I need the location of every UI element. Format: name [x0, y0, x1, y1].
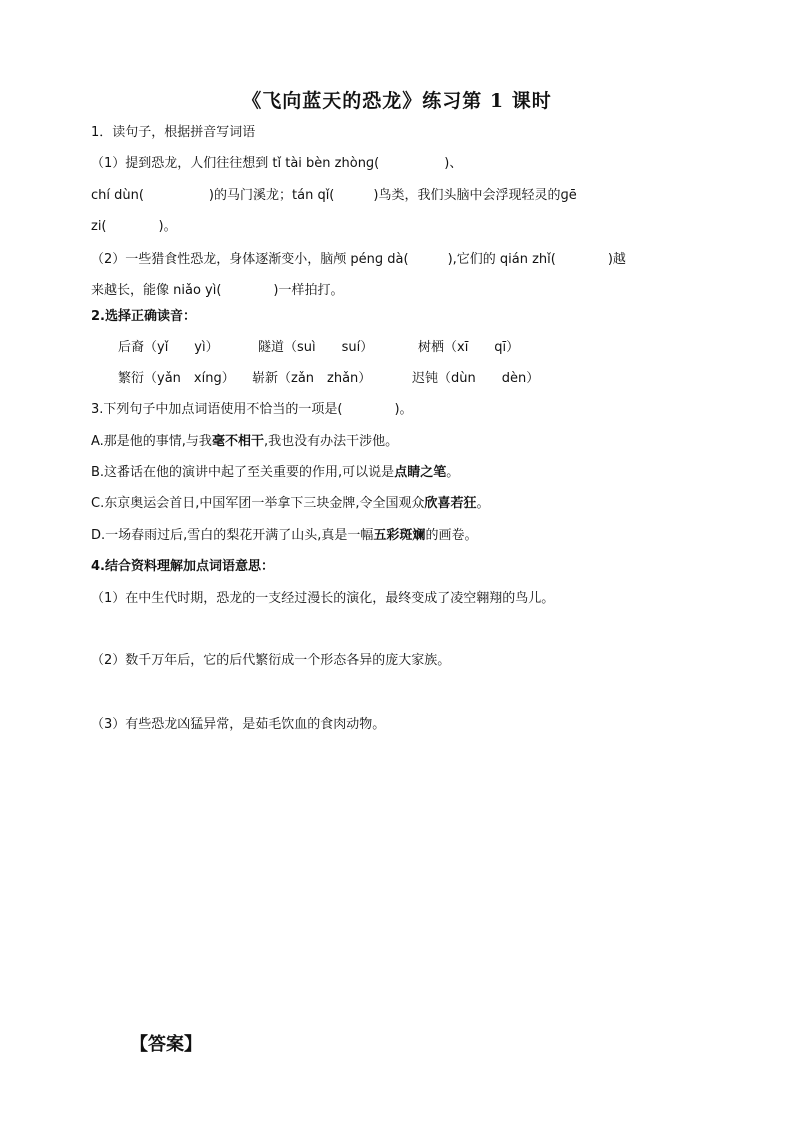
emphasized-word: 欣喜若狂 — [424, 496, 477, 511]
q1-p1-line2: chí dùn( )的马门溪龙；tán qǐ( )鸟类，我们头脑中会浮现轻灵的ɡē — [91, 188, 577, 203]
q2-heading: 2.选择正确读音： — [91, 309, 196, 324]
q3-option-a: A.那是他的事情,与我毫不相干,我也没有办法干涉他。 — [91, 434, 399, 449]
q2-row2-item1: 繁衍（yǎn xíng） — [118, 371, 235, 386]
q4-item-3: （3）有些恐龙凶猛异常，是茹毛饮血的食肉动物。 — [91, 717, 386, 732]
q2-row1-item3: 树栖（xī qī） — [418, 340, 520, 355]
q1-p2-line1: （2）一些猎食性恐龙，身体逐渐变小，脑颅 pénɡ dà( ),它们的 qián zhǐ( )越 — [91, 252, 626, 267]
q2-row1-item1: 后裔（yǐ yì） — [118, 340, 219, 355]
emphasized-word: 点睛之笔 — [394, 465, 447, 480]
q1-p1-line1: （1）提到恐龙，人们往往想到 tǐ tài bèn zhònɡ( )、 — [91, 156, 463, 171]
q1-p1-line3: zi( )。 — [91, 219, 177, 234]
q2-row1-item2: 隧道（suì suí） — [258, 340, 374, 355]
q2-row2-item3: 迟钝（dùn dèn） — [412, 371, 540, 386]
q4-item-1: （1）在中生代时期，恐龙的一支经过漫长的演化，最终变成了凌空翱翔的鸟儿。 — [91, 591, 555, 606]
q2-row2-item2: 崭新（zǎn zhǎn） — [252, 371, 372, 386]
q4-heading: 4.结合资料理解加点词语意思： — [91, 559, 274, 574]
q3-option-d: D.一场春雨过后,雪白的梨花开满了山头,真是一幅五彩斑斓的画卷。 — [91, 528, 478, 543]
q1-heading: 1．读句子，根据拼音写词语 — [91, 125, 256, 140]
q3-option-b: B.这番话在他的演讲中起了至关重要的作用,可以说是点睛之笔。 — [91, 465, 460, 480]
q1-p2-line2: 来越长，能像 niǎo yì( )一样拍打。 — [91, 283, 344, 298]
emphasized-word: 五彩斑斓 — [373, 528, 426, 543]
q3-option-c: C.东京奥运会首日,中国军团一举拿下三块金牌,令全国观众欣喜若狂。 — [91, 496, 490, 511]
answer-label: 【答案】 — [130, 1034, 202, 1055]
emphasized-word: 毫不相干 — [211, 434, 264, 449]
q3-heading: 3.下列句子中加点词语使用不恰当的一项是( )。 — [91, 402, 413, 417]
page-title: 《飞向蓝天的恐龙》练习第 1 课时 — [242, 90, 552, 112]
q4-item-2: （2）数千万年后，它的后代繁衍成一个形态各异的庞大家族。 — [91, 653, 451, 668]
